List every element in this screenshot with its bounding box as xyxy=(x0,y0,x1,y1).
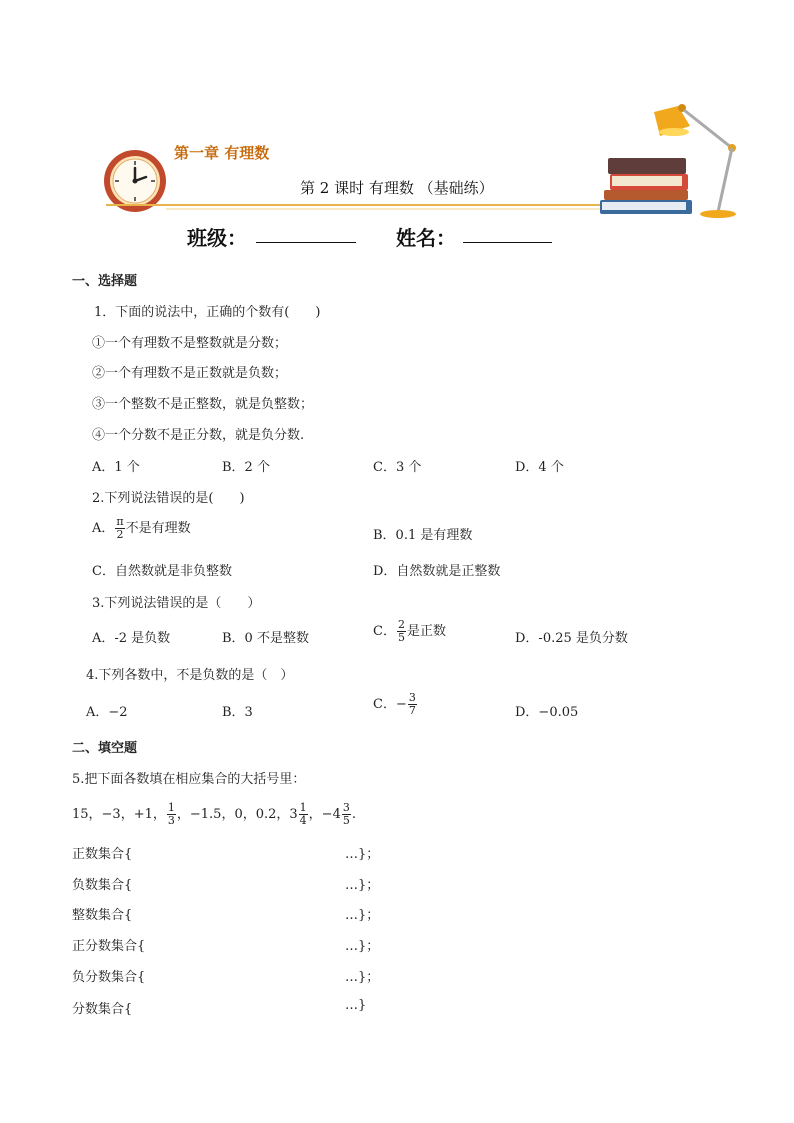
section-choice-title: 一、选择题 xyxy=(72,274,138,289)
q1-statement-4: ④一个分数不是正分数，就是负分数. xyxy=(92,428,305,443)
denominator: 4 xyxy=(299,814,307,827)
q1-option-a[interactable]: A．1 个 xyxy=(92,460,140,475)
q4-option-c-prefix: C．− xyxy=(373,697,407,712)
set-integer-blank[interactable]: …}； xyxy=(345,908,380,923)
set-integer-label: 整数集合{ xyxy=(72,908,133,923)
fraction xyxy=(115,516,124,541)
q4-option-b[interactable]: B．3 xyxy=(222,705,253,720)
banner-divider xyxy=(106,203,646,211)
q2-option-a-prefix: A． xyxy=(92,521,115,536)
set-positive-fraction-blank[interactable]: …}； xyxy=(345,939,380,954)
fraction xyxy=(397,619,406,644)
set-negative-fraction-blank[interactable]: …}； xyxy=(345,970,380,985)
q1-statement-2: ②一个有理数不是正数就是负数； xyxy=(92,366,288,381)
q4-option-d[interactable]: D．−0.05 xyxy=(515,705,579,720)
q3-option-c-text: 是正数 xyxy=(406,624,446,639)
set-fraction-label: 分数集合{ xyxy=(72,1002,133,1017)
q2-option-d[interactable]: D．自然数就是正整数 xyxy=(373,564,501,579)
set-positive-blank[interactable]: …}； xyxy=(345,847,380,862)
numerator: 1 xyxy=(299,801,307,814)
set-positive-label: 正数集合{ xyxy=(72,847,133,862)
q2-stem: 2.下列说法错误的是( ) xyxy=(92,491,245,506)
numerator: 3 xyxy=(408,691,416,704)
q1-option-c[interactable]: C．3 个 xyxy=(373,460,422,475)
q1-option-b[interactable]: B．2 个 xyxy=(222,460,270,475)
q5-number-list xyxy=(72,802,356,827)
q1-statement-1: ①一个有理数不是整数就是分数； xyxy=(92,336,288,351)
section-fill-title: 二、填空题 xyxy=(72,741,138,756)
q1-stem: 1．下面的说法中，正确的个数有( ) xyxy=(94,305,321,320)
class-label: 班级： xyxy=(187,226,247,250)
number-list-part: . xyxy=(351,807,356,822)
q3-option-c[interactable] xyxy=(373,619,446,644)
chapter-title: 第一章 有理数 xyxy=(174,144,270,162)
set-positive-fraction-label: 正分数集合{ xyxy=(72,939,146,954)
q3-stem: 3.下列说法错误的是（ ） xyxy=(92,596,261,611)
name-blank[interactable] xyxy=(463,222,552,243)
set-fraction-blank[interactable]: …} xyxy=(345,998,367,1013)
denominator: 5 xyxy=(397,631,405,644)
denominator: 7 xyxy=(408,704,416,717)
numerator: π xyxy=(116,515,124,528)
q4-option-c[interactable] xyxy=(373,692,418,717)
q2-option-a[interactable] xyxy=(92,516,191,541)
set-negative-blank[interactable]: …}； xyxy=(345,878,380,893)
q3-option-a[interactable]: A．-2 是负数 xyxy=(92,631,171,646)
numerator: 1 xyxy=(167,801,175,814)
numerator: 2 xyxy=(397,618,405,631)
q5-stem: 5.把下面各数填在相应集合的大括号里： xyxy=(72,772,306,787)
fraction xyxy=(167,802,176,827)
q4-stem: 4.下列各数中，不是负数的是（ ） xyxy=(86,668,294,683)
set-negative-fraction-label: 负分数集合{ xyxy=(72,970,146,985)
lesson-title: 第 2 课时 有理数 （基础练） xyxy=(300,179,494,197)
fraction xyxy=(408,692,417,717)
q3-option-b[interactable]: B．0 不是整数 xyxy=(222,631,309,646)
number-list-part: 15，−3，+1， xyxy=(72,807,166,822)
denominator: 2 xyxy=(116,528,124,541)
fraction xyxy=(299,802,308,827)
number-list-part: ，−1.5，0，0.2，3 xyxy=(176,807,298,822)
q3-option-d[interactable]: D．-0.25 是负分数 xyxy=(515,631,628,646)
q3-option-c-prefix: C． xyxy=(373,624,396,639)
class-blank[interactable] xyxy=(256,222,356,243)
set-negative-label: 负数集合{ xyxy=(72,878,133,893)
q2-option-b[interactable]: B．0.1 是有理数 xyxy=(373,528,473,543)
q2-option-c[interactable]: C．自然数就是非负整数 xyxy=(92,564,232,579)
books-lamp-icon xyxy=(598,96,744,220)
fraction xyxy=(342,802,351,827)
name-label: 姓名： xyxy=(396,226,456,250)
q1-statement-3: ③一个整数不是正整数，就是负整数； xyxy=(92,397,314,412)
q1-option-d[interactable]: D．4 个 xyxy=(515,460,564,475)
denominator: 3 xyxy=(167,814,175,827)
denominator: 5 xyxy=(342,814,350,827)
q4-option-a[interactable]: A．−2 xyxy=(86,705,128,720)
number-list-part: ，−4 xyxy=(308,807,341,822)
numerator: 3 xyxy=(342,801,350,814)
q2-option-a-text: 不是有理数 xyxy=(125,521,191,536)
